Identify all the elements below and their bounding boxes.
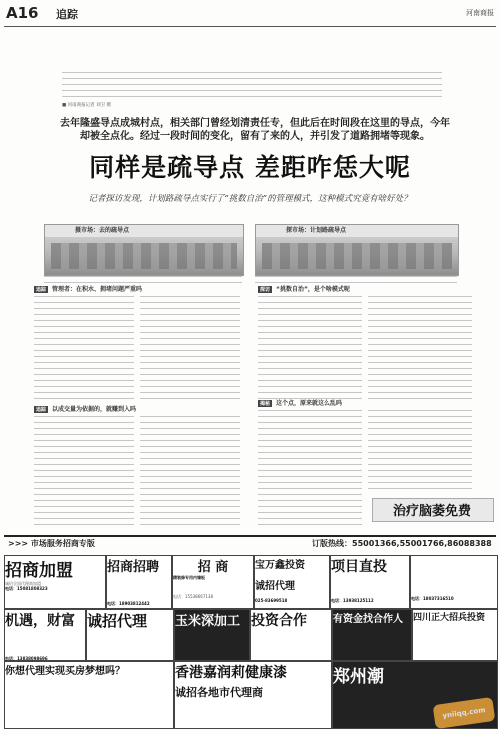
subhead-left-1: 追踪 管理者：在积水、拥堵问题严重吗 (36, 286, 143, 293)
ad-9: 玉米深加工 (174, 609, 250, 661)
left-col-a (34, 296, 134, 400)
ad-15: 郑州潮 (332, 661, 498, 729)
intro-credit: ■ 河南商报记者 刘卫 摄 (62, 103, 112, 108)
left-col-b (140, 296, 240, 400)
subhead-left-2: 追踪 以成交量为依据的，就赚到入吗 (36, 406, 137, 413)
classified-hotline: 订版热线：55001366,55001766,86088388 (312, 539, 492, 548)
ad-12: 四川正大招兵投资 (412, 609, 498, 661)
header-rule (4, 26, 496, 27)
right-col-b (368, 296, 472, 400)
ad-7: 机遇，财富 电话：13838098696 (4, 609, 86, 661)
left-col-d (140, 416, 240, 526)
ad-13: 你想代理实现买房梦想吗？ (4, 661, 174, 729)
ad-8: 诚招代理 (86, 609, 174, 661)
photo-left-label: 摄市场：去的疏导点 (45, 225, 243, 237)
ad-4: 宝万鑫投资 诚招代理 025-83699518 (254, 555, 330, 609)
classified-title: >>> 市场服务招商专版 (8, 539, 95, 548)
photo-right-label: 探市场：计划路疏导点 (256, 225, 458, 237)
ad-3: 招 商 精装修专用内墙板 电话：15538667138 (172, 555, 254, 609)
ad-5: 项目直投 电话：13938125112 (330, 555, 410, 609)
left-col-c (34, 416, 134, 526)
subhead-right-1: 探访 “挑数自治”，是个啥模式呢 (260, 286, 350, 293)
subhead-right-2: 揭秘 这个点，原来就这么乱吗 (260, 400, 343, 407)
photo-right-scene (262, 243, 452, 269)
ad-14: 香港嘉润莉健康漆 诚招各地市代理商 (174, 661, 332, 729)
deck: 去年隆盛导点成城村点，相关部门曾经划清责任专，但此后在时间段在这里的导点，今年却被全点化。经过一段时间的变化，留有了来的人，并引发了道路拥堵等现象。 (60, 118, 450, 142)
subhead: 记者探访发现，计划路疏导点实行了“挑数自治”的管理模式，这种模式究竟有啥好处？ (88, 194, 412, 204)
right-col-c (258, 410, 362, 526)
headline: 同样是疏导点 差距咋恁大呢 (89, 153, 411, 182)
intro-text (62, 72, 442, 100)
right-col-d (368, 410, 472, 494)
ad-2: 招商招聘 电话：18903812442 (106, 555, 172, 609)
ad-10: 投资合作 (250, 609, 332, 661)
right-col-a (258, 296, 362, 400)
section-name: 追踪 (56, 8, 78, 21)
paper-name: 河南商报 (466, 9, 494, 17)
ad-11: 有资金找合作人 (332, 609, 412, 661)
photo-right (255, 224, 459, 276)
ad-1: 招商加盟 诚招全国代理商加盟 电话：15081808323 (4, 555, 106, 609)
promo-ad-title: 治疗脑萎免费 (392, 504, 471, 519)
page-number: A16 (6, 4, 39, 22)
photo-left (44, 224, 244, 276)
ad-6: 电话：18037316510 (410, 555, 498, 609)
photo-left-scene (51, 243, 237, 269)
watermark-badge: yniiqq.com (433, 697, 496, 729)
